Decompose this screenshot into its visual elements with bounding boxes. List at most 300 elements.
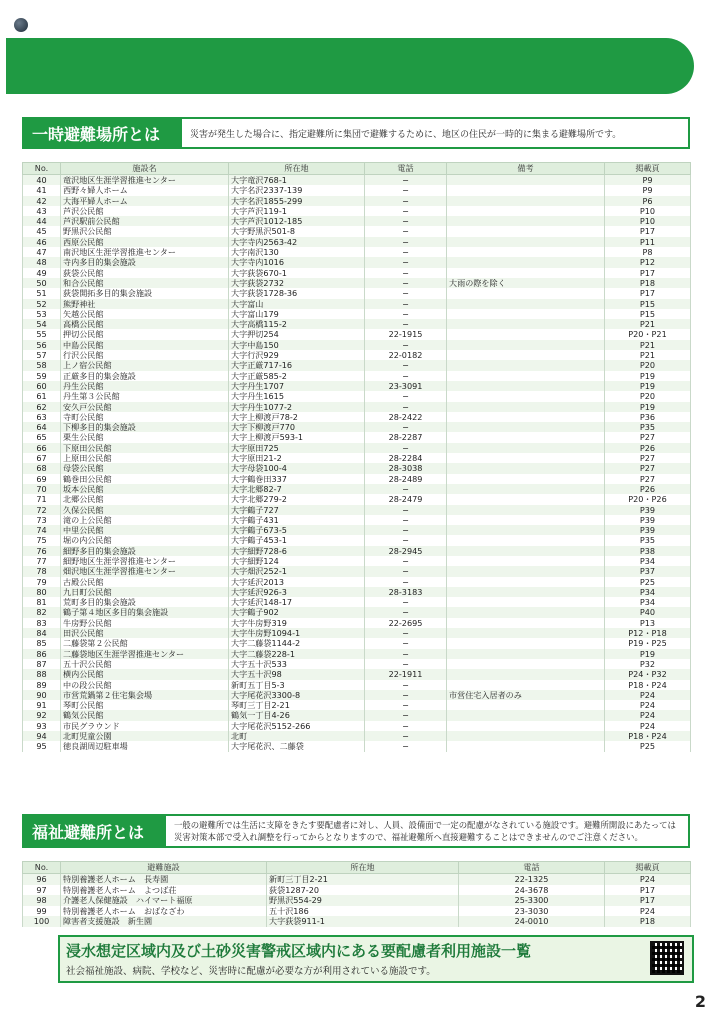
table-cell: 北郷公民館: [61, 494, 229, 504]
header-banner: [6, 38, 694, 94]
table-cell: 大字鶴子727: [229, 505, 365, 515]
table-cell: P18: [605, 916, 691, 927]
section1-title: 一時避難場所とは: [22, 117, 182, 149]
table-cell: P34: [605, 587, 691, 597]
col-header-address: 所在地: [267, 862, 459, 874]
bullet-dot-icon: [14, 18, 28, 32]
table-cell: −: [365, 288, 447, 298]
table-cell: −: [365, 237, 447, 247]
table-row: [23, 916, 691, 927]
table-cell: [447, 288, 605, 298]
table-cell: 大字上柳渡戸78-2: [229, 412, 365, 422]
table-cell: [447, 432, 605, 442]
table-cell: 52: [23, 299, 61, 309]
table-row: [23, 484, 691, 494]
table-cell: 59: [23, 371, 61, 381]
table-cell: −: [365, 556, 447, 566]
table-cell: 98: [23, 895, 61, 906]
evacuation-sites-table: [22, 162, 691, 752]
table-cell: 大字芦沢1012-185: [229, 216, 365, 226]
table-cell: 61: [23, 391, 61, 401]
table-cell: 細野多目的集会施設: [61, 546, 229, 556]
table-cell: [447, 268, 605, 278]
table-row: [23, 247, 691, 257]
table-cell: 22-1325: [459, 874, 605, 885]
table-cell: [447, 700, 605, 710]
table-cell: 96: [23, 874, 61, 885]
table-cell: 大字名沢1855-299: [229, 196, 365, 206]
table-cell: 大字北郷279-2: [229, 494, 365, 504]
table-cell: 大字五十沢533: [229, 659, 365, 669]
table-row: [23, 721, 691, 731]
table-cell: 大字名沢2337-139: [229, 185, 365, 195]
table-cell: [447, 607, 605, 617]
table-cell: 特別養護老人ホーム 長寿園: [61, 874, 267, 885]
table-cell: [447, 484, 605, 494]
table-cell: P10: [605, 216, 691, 226]
table-cell: −: [365, 319, 447, 329]
table-cell: 87: [23, 659, 61, 669]
table-cell: 大字鶴子431: [229, 515, 365, 525]
table-cell: −: [365, 196, 447, 206]
table-cell: P18・P24: [605, 680, 691, 690]
table-cell: 94: [23, 731, 61, 741]
table-cell: 新町三丁目2-21: [267, 874, 459, 885]
table-cell: 大字鶴子902: [229, 607, 365, 617]
inundation-facilities-box: [58, 935, 694, 983]
table-cell: 91: [23, 700, 61, 710]
table-cell: 大字押切254: [229, 329, 365, 339]
table-cell: 72: [23, 505, 61, 515]
table-cell: P17: [605, 885, 691, 896]
table-cell: P34: [605, 556, 691, 566]
table-row: [23, 556, 691, 566]
table-row: [23, 710, 691, 720]
table-cell: [447, 175, 605, 186]
table-cell: 22-1915: [365, 329, 447, 339]
table-cell: −: [365, 206, 447, 216]
table-cell: [447, 587, 605, 597]
table-cell: [447, 340, 605, 350]
table-cell: 78: [23, 566, 61, 576]
table-row: [23, 731, 691, 741]
table-row: [23, 329, 691, 339]
table-cell: P24: [605, 874, 691, 885]
table-cell: 28-2489: [365, 474, 447, 484]
table-row: [23, 607, 691, 617]
table-cell: 67: [23, 453, 61, 463]
table-cell: 62: [23, 402, 61, 412]
table-cell: 58: [23, 360, 61, 370]
table-cell: 鶴巻田公民館: [61, 474, 229, 484]
table-cell: 竜沢地区生涯学習推進センター: [61, 175, 229, 186]
table-cell: 大字鶴子673-5: [229, 525, 365, 535]
table-cell: P27: [605, 453, 691, 463]
table-cell: 46: [23, 237, 61, 247]
table-row: [23, 895, 691, 906]
table-row: [23, 340, 691, 350]
table-row: [23, 453, 691, 463]
table-cell: P19: [605, 371, 691, 381]
table-row: [23, 237, 691, 247]
table-cell: 51: [23, 288, 61, 298]
table-cell: 83: [23, 618, 61, 628]
table-cell: 久保公民館: [61, 505, 229, 515]
table-cell: 大字北郷82-7: [229, 484, 365, 494]
table-row: [23, 474, 691, 484]
table-cell: −: [365, 402, 447, 412]
table-cell: 栗生公民館: [61, 432, 229, 442]
table-cell: −: [365, 700, 447, 710]
table-cell: 23-3030: [459, 906, 605, 917]
table-cell: [447, 628, 605, 638]
table-cell: 28-2945: [365, 546, 447, 556]
table-cell: P37: [605, 566, 691, 576]
table-cell: [447, 494, 605, 504]
table-cell: −: [365, 484, 447, 494]
table-header-row: [23, 163, 691, 175]
table-cell: [447, 535, 605, 545]
table-cell: 上ノ宿公民館: [61, 360, 229, 370]
table-cell: 大海平婦人ホーム: [61, 196, 229, 206]
table-cell: 68: [23, 463, 61, 473]
table-cell: 大字鶴巻田337: [229, 474, 365, 484]
table-cell: 徳良湖周辺駐車場: [61, 741, 229, 751]
table-cell: −: [365, 257, 447, 267]
table-cell: 大字中島150: [229, 340, 365, 350]
table-cell: P20: [605, 360, 691, 370]
table-cell: −: [365, 371, 447, 381]
table-cell: 市民グラウンド: [61, 721, 229, 731]
table-header-row: [23, 862, 691, 874]
table-cell: 荻袋開拓多目的集会施設: [61, 288, 229, 298]
table-cell: 41: [23, 185, 61, 195]
table-cell: 芦沢公民館: [61, 206, 229, 216]
table-row: [23, 360, 691, 370]
table-cell: 荻袋1287-20: [267, 885, 459, 896]
table-cell: 北町児童公園: [61, 731, 229, 741]
table-cell: 大字芦沢119-1: [229, 206, 365, 216]
table-row: [23, 566, 691, 576]
table-cell: P19: [605, 649, 691, 659]
table-cell: [447, 546, 605, 556]
table-cell: 横内公民館: [61, 669, 229, 679]
col-header-page: 掲載頁: [605, 862, 691, 874]
table-row: [23, 597, 691, 607]
table-row: [23, 216, 691, 226]
table-cell: [447, 237, 605, 247]
table-cell: P8: [605, 247, 691, 257]
table-cell: 28-3183: [365, 587, 447, 597]
table-cell: 70: [23, 484, 61, 494]
table-cell: 77: [23, 556, 61, 566]
table-row: [23, 391, 691, 401]
table-cell: 24-0010: [459, 916, 605, 927]
table-cell: P20・P26: [605, 494, 691, 504]
table-cell: 介護老人保健施設 ハイマート福原: [61, 895, 267, 906]
table-cell: [447, 659, 605, 669]
qr-code-icon[interactable]: [650, 941, 684, 975]
table-cell: 正厳多目的集会施設: [61, 371, 229, 381]
table-cell: 大字丹生1615: [229, 391, 365, 401]
table-row: [23, 381, 691, 391]
table-cell: P24: [605, 690, 691, 700]
table-row: [23, 659, 691, 669]
table-cell: 60: [23, 381, 61, 391]
table-cell: 荒町多目的集会施設: [61, 597, 229, 607]
table-cell: 母袋公民館: [61, 463, 229, 473]
table-cell: −: [365, 577, 447, 587]
table-cell: P39: [605, 515, 691, 525]
table-row: [23, 680, 691, 690]
table-row: [23, 371, 691, 381]
table-cell: 高橋公民館: [61, 319, 229, 329]
table-cell: [447, 597, 605, 607]
table-row: [23, 402, 691, 412]
table-cell: 野黒沢554-29: [267, 895, 459, 906]
table-cell: 97: [23, 885, 61, 896]
table-cell: 大字母袋100-4: [229, 463, 365, 473]
table-cell: −: [365, 628, 447, 638]
table-cell: 丹生第３公民館: [61, 391, 229, 401]
table-cell: 90: [23, 690, 61, 700]
table-cell: 66: [23, 443, 61, 453]
table-cell: P18・P24: [605, 731, 691, 741]
table-cell: 48: [23, 257, 61, 267]
table-row: [23, 628, 691, 638]
table-cell: 五十沢公民館: [61, 659, 229, 669]
table-cell: 84: [23, 628, 61, 638]
table-cell: −: [365, 299, 447, 309]
table-row: [23, 874, 691, 885]
table-cell: −: [365, 680, 447, 690]
table-cell: [447, 329, 605, 339]
table-cell: 熊野神社: [61, 299, 229, 309]
table-row: [23, 669, 691, 679]
table-cell: 細野地区生涯学習推進センター: [61, 556, 229, 566]
table-cell: P27: [605, 474, 691, 484]
table-cell: P27: [605, 463, 691, 473]
table-row: [23, 535, 691, 545]
table-cell: 大字正厳585-2: [229, 371, 365, 381]
table-cell: 大字富山: [229, 299, 365, 309]
table-cell: [447, 443, 605, 453]
section2-header: [22, 814, 690, 848]
table-cell: 大字延沢148-17: [229, 597, 365, 607]
table-cell: [447, 257, 605, 267]
table-cell: −: [365, 525, 447, 535]
table-cell: −: [365, 278, 447, 288]
table-cell: P24: [605, 906, 691, 917]
table-cell: 大字南沢130: [229, 247, 365, 257]
table-cell: P13: [605, 618, 691, 628]
table-cell: 大字正厳717-16: [229, 360, 365, 370]
table-cell: P27: [605, 432, 691, 442]
table-row: [23, 525, 691, 535]
table-row: [23, 278, 691, 288]
table-cell: [447, 391, 605, 401]
table-cell: 障害者支援施設 新生園: [61, 916, 267, 927]
table-cell: 75: [23, 535, 61, 545]
table-cell: −: [365, 659, 447, 669]
table-cell: 76: [23, 546, 61, 556]
table-cell: 市営住宅入居者のみ: [447, 690, 605, 700]
inundation-subtitle: 社会福祉施設、病院、学校など、災害時に配慮が必要な方が利用されている施設です。: [66, 966, 436, 977]
table-cell: P9: [605, 185, 691, 195]
table-cell: −: [365, 185, 447, 195]
table-cell: P12: [605, 257, 691, 267]
col-header-page: 掲載頁: [605, 163, 691, 175]
table-row: [23, 268, 691, 278]
table-cell: P17: [605, 226, 691, 236]
table-cell: 71: [23, 494, 61, 504]
table-row: [23, 515, 691, 525]
table-cell: −: [365, 566, 447, 576]
table-cell: 大字尾花沢、二藤袋: [229, 741, 365, 751]
table-cell: [447, 402, 605, 412]
table-cell: P40: [605, 607, 691, 617]
table-cell: −: [365, 597, 447, 607]
table-cell: 大字牛房野1094-1: [229, 628, 365, 638]
inundation-title: 浸水想定区域内及び土砂災害警戒区域内にある要配慮者利用施設一覧: [66, 942, 532, 960]
table-cell: −: [365, 505, 447, 515]
table-cell: [447, 463, 605, 473]
table-row: [23, 906, 691, 917]
table-cell: 99: [23, 906, 61, 917]
table-cell: P19: [605, 381, 691, 391]
table-cell: 40: [23, 175, 61, 186]
table-row: [23, 226, 691, 236]
table-cell: 安久戸公民館: [61, 402, 229, 412]
table-cell: P39: [605, 505, 691, 515]
table-cell: 大字原田725: [229, 443, 365, 453]
table-cell: 74: [23, 525, 61, 535]
table-cell: 43: [23, 206, 61, 216]
table-cell: 大字細野124: [229, 556, 365, 566]
table-cell: −: [365, 309, 447, 319]
col-header-phone: 電話: [365, 163, 447, 175]
table-row: [23, 319, 691, 329]
table-cell: P17: [605, 268, 691, 278]
table-cell: −: [365, 710, 447, 720]
table-cell: −: [365, 391, 447, 401]
table-cell: P34: [605, 597, 691, 607]
table-cell: 鶴気一丁目4-26: [229, 710, 365, 720]
table-cell: [447, 185, 605, 195]
table-cell: 荻袋公民館: [61, 268, 229, 278]
table-cell: 中の段公民館: [61, 680, 229, 690]
table-cell: 22-1911: [365, 669, 447, 679]
table-cell: 大字牛房野319: [229, 618, 365, 628]
table-cell: [447, 309, 605, 319]
table-cell: [447, 731, 605, 741]
table-cell: −: [365, 638, 447, 648]
table-cell: 55: [23, 329, 61, 339]
table-cell: 大字寺内1016: [229, 257, 365, 267]
table-cell: P35: [605, 535, 691, 545]
table-cell: 西原公民館: [61, 237, 229, 247]
table-row: [23, 422, 691, 432]
table-cell: 大字五十沢98: [229, 669, 365, 679]
table-cell: 86: [23, 649, 61, 659]
table-row: [23, 618, 691, 628]
table-cell: 大字二藤袋228-1: [229, 649, 365, 659]
table-cell: −: [365, 535, 447, 545]
table-cell: P21: [605, 340, 691, 350]
table-cell: 下柳多目的集会施設: [61, 422, 229, 432]
table-cell: 坂本公民館: [61, 484, 229, 494]
table-cell: [447, 453, 605, 463]
table-cell: 寺町公民館: [61, 412, 229, 422]
table-cell: 42: [23, 196, 61, 206]
table-cell: 81: [23, 597, 61, 607]
table-cell: 市営荒鍋第２住宅集会場: [61, 690, 229, 700]
table-cell: 28-2284: [365, 453, 447, 463]
table-cell: 79: [23, 577, 61, 587]
table-cell: −: [365, 515, 447, 525]
table-cell: P9: [605, 175, 691, 186]
table-cell: 大字丹生1707: [229, 381, 365, 391]
table-cell: [447, 515, 605, 525]
table-cell: 寺内多目的集会施設: [61, 257, 229, 267]
table-cell: 54: [23, 319, 61, 329]
table-cell: 古殿公民館: [61, 577, 229, 587]
table-row: [23, 432, 691, 442]
table-cell: −: [365, 360, 447, 370]
table-cell: [447, 226, 605, 236]
table-cell: 押切公民館: [61, 329, 229, 339]
table-cell: P24: [605, 710, 691, 720]
table-cell: 22-0182: [365, 350, 447, 360]
table-cell: 大字尾花沢3300-8: [229, 690, 365, 700]
welfare-shelters-table: [22, 861, 691, 927]
table-cell: 堀の内公民館: [61, 535, 229, 545]
table-cell: P38: [605, 546, 691, 556]
table-row: [23, 587, 691, 597]
table-cell: [447, 618, 605, 628]
table-cell: 69: [23, 474, 61, 484]
table-cell: [447, 721, 605, 731]
table-cell: P12・P18: [605, 628, 691, 638]
table-cell: 47: [23, 247, 61, 257]
table-cell: P6: [605, 196, 691, 206]
table-cell: −: [365, 690, 447, 700]
table-cell: −: [365, 226, 447, 236]
table-cell: P19: [605, 402, 691, 412]
table-cell: 鶴子第４地区多目的集会施設: [61, 607, 229, 617]
table-cell: 28-2287: [365, 432, 447, 442]
table-cell: 45: [23, 226, 61, 236]
table-cell: 大字行沢929: [229, 350, 365, 360]
section2-description: 一般の避難所では生活に支障をきたす要配慮者に対し、人員、設備面で一定の配慮がなされている施設です。避難所開設にあたっては災害対策本部で受入れ調整を行ってからとなりますので、福祉避難所へ直接避難することはできませんのでご注意ください。: [166, 814, 690, 848]
table-cell: [447, 680, 605, 690]
table-row: [23, 463, 691, 473]
table-cell: [447, 412, 605, 422]
table-cell: 牛房野公民館: [61, 618, 229, 628]
table-cell: 特別養護老人ホーム よつば荘: [61, 885, 267, 896]
table-cell: 北町: [229, 731, 365, 741]
table-row: [23, 494, 691, 504]
table-cell: 九日町公民館: [61, 587, 229, 597]
table-cell: −: [365, 731, 447, 741]
table-cell: 大字竜沢768-1: [229, 175, 365, 186]
table-cell: P26: [605, 443, 691, 453]
table-cell: 大雨の際を除く: [447, 278, 605, 288]
table-row: [23, 196, 691, 206]
table-cell: 野黒沢公民館: [61, 226, 229, 236]
table-cell: P15: [605, 309, 691, 319]
table-cell: 大字富山179: [229, 309, 365, 319]
